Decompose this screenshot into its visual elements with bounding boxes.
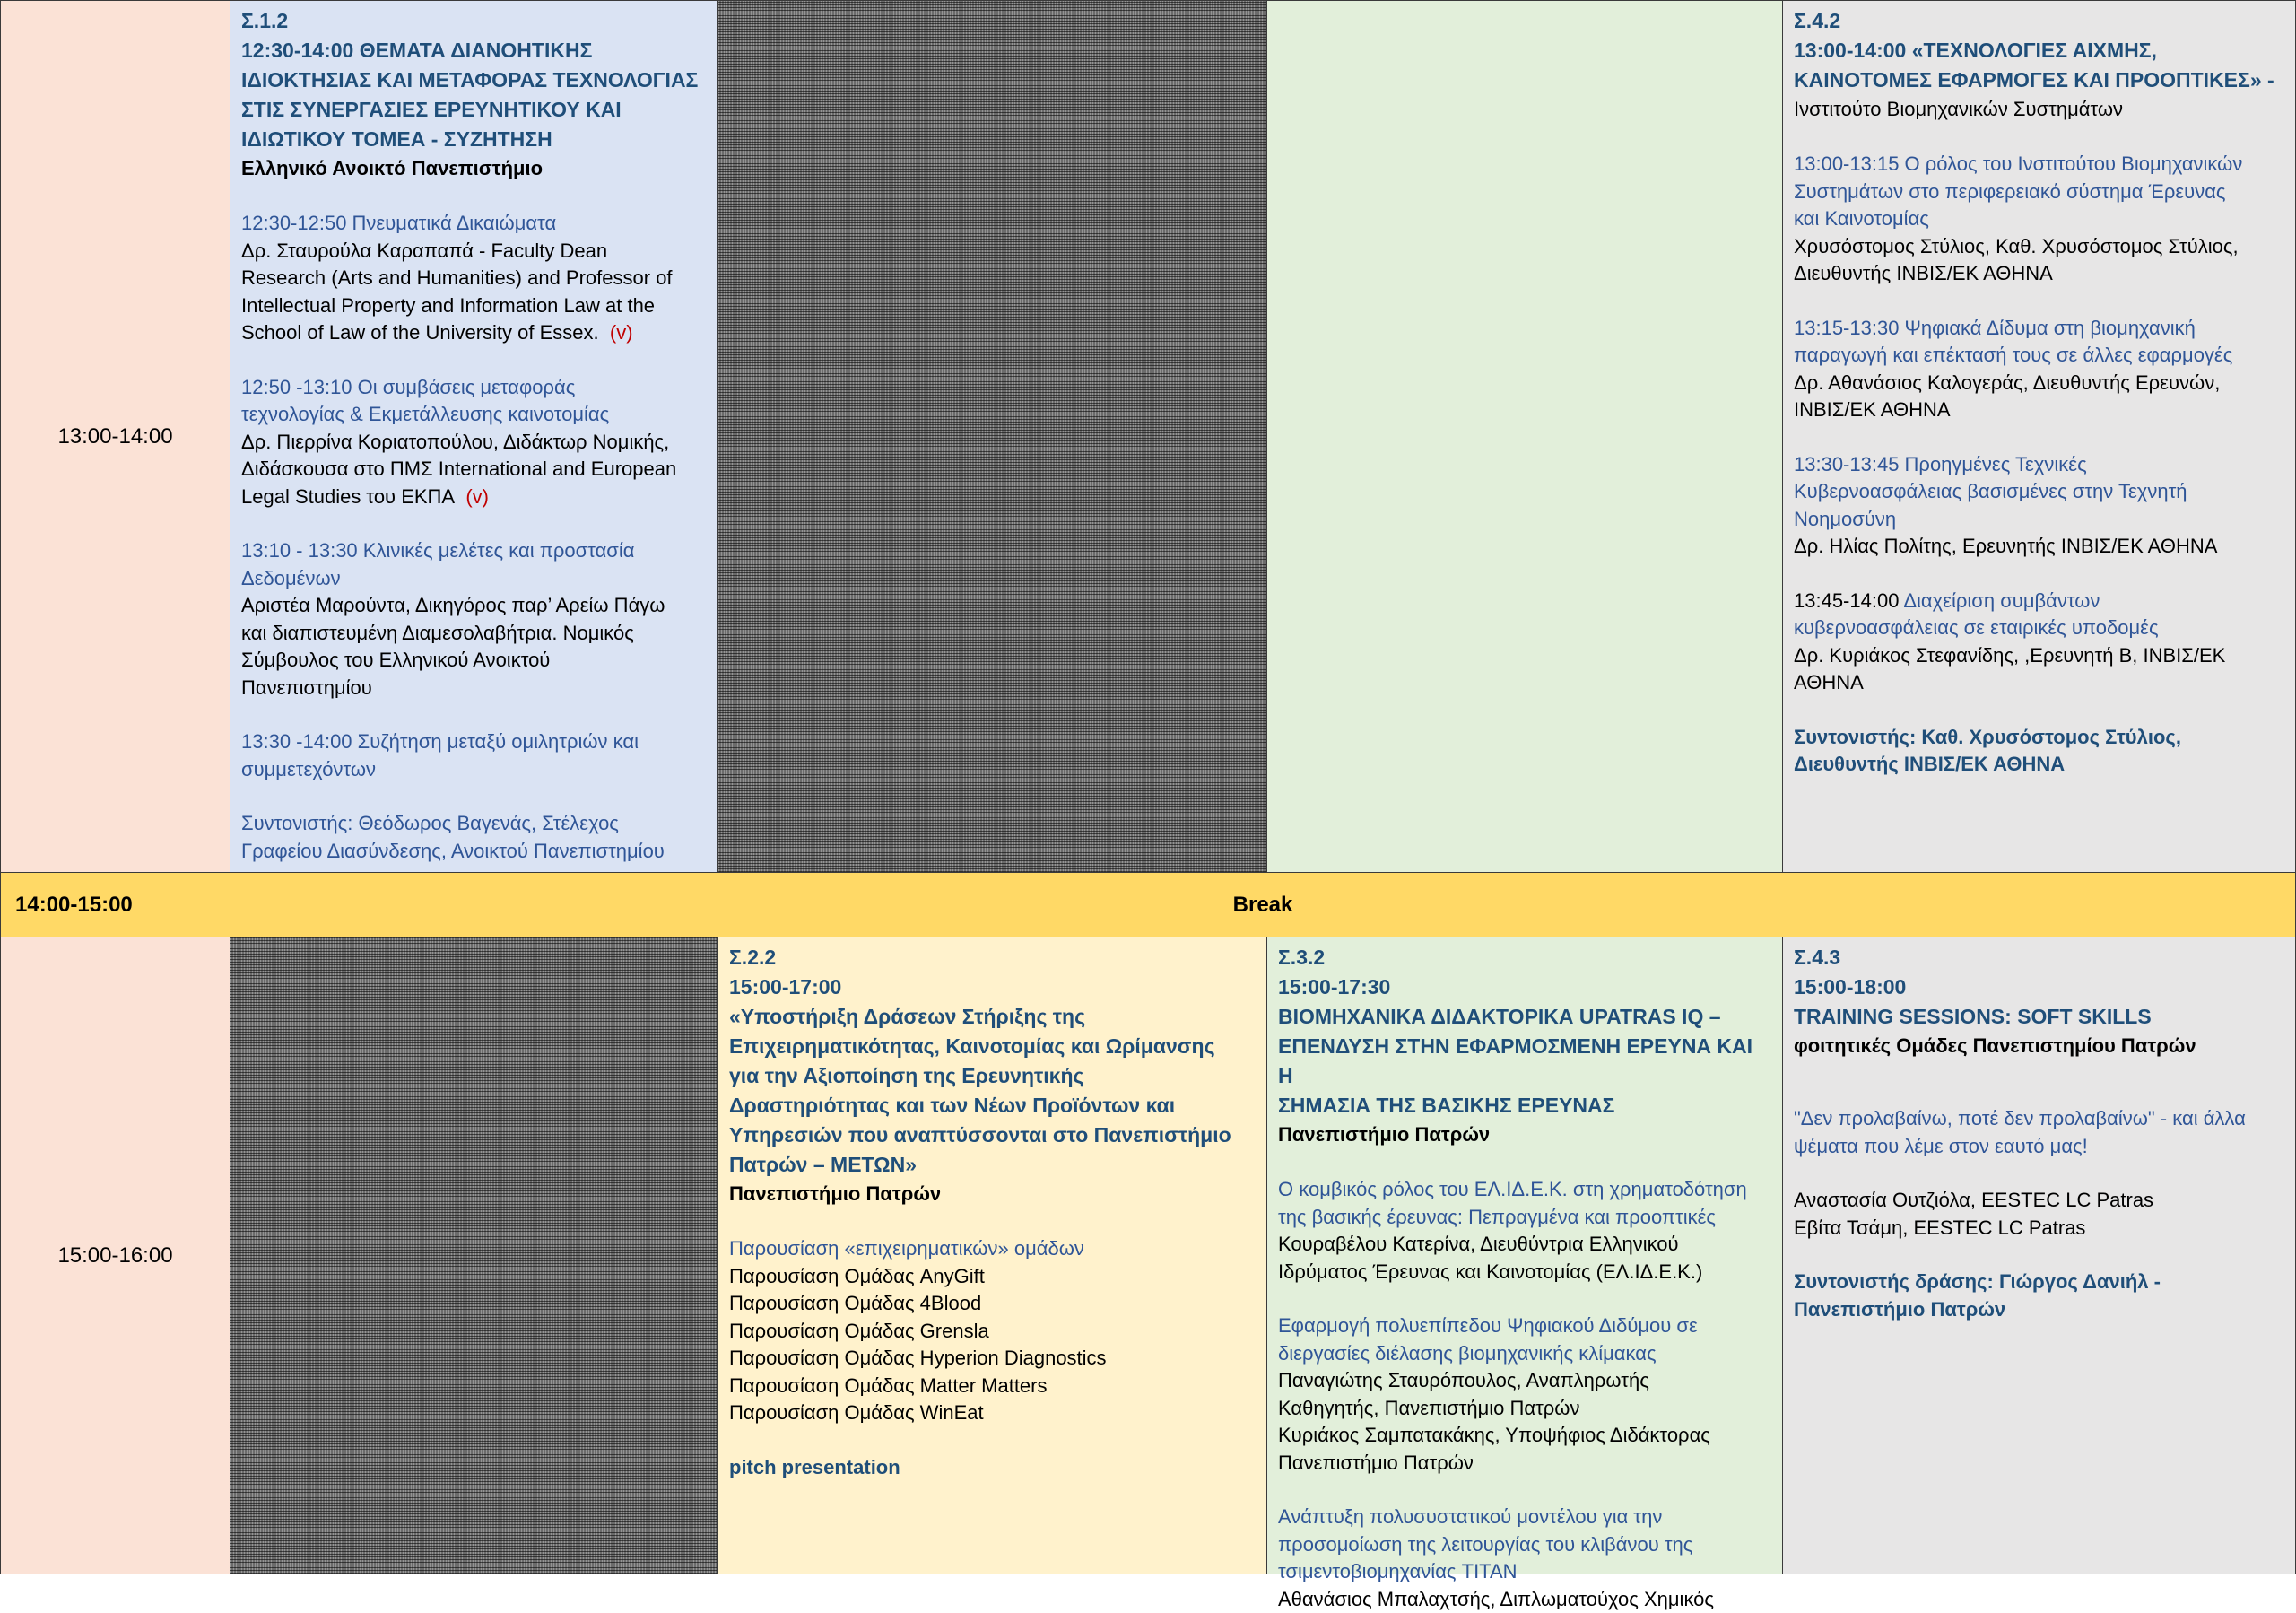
- talk-title: "Δεν προλαβαίνω, ποτέ δεν προλαβαίνω" - και άλλα: [1794, 1105, 2284, 1133]
- talk-title: Ανάπτυξη πολυσυστατικού μοντέλου για την: [1278, 1504, 1771, 1531]
- talk-text: Διαχείριση συμβάντων: [1903, 589, 2100, 612]
- speaker-line: Αθανάσιος Μπαλαχτσής, Διπλωματούχος Χημικός: [1278, 1586, 1771, 1613]
- talk-title: 12:50 -13:10 Οι συμβάσεις μεταφοράς: [241, 374, 707, 402]
- talk-title: Συστημάτων στο περιφερειακό σύστημα Έρευνας: [1794, 179, 2284, 206]
- session-code: Σ.2.2: [729, 943, 1256, 972]
- team-item: Παρουσίαση Ομάδας WinEat: [729, 1399, 1256, 1427]
- session-code: Σ.1.2: [241, 6, 707, 36]
- speaker-line: Διδάσκουσα στο ΠΜΣ International and European: [241, 456, 707, 484]
- speaker-line: Ιδρύματος Έρευνας και Καινοτομίας (ΕΛ.ΙΔ.Ε.Κ.): [1278, 1259, 1771, 1286]
- session-time: 15:00-18:00: [1794, 972, 2284, 1002]
- talk-title: παραγωγή και επέκτασή τους σε άλλες εφαρμογές: [1794, 342, 2284, 370]
- talk-title: 13:00-13:15 Ο ρόλος του Ινστιτούτου Βιομηχανικών: [1794, 151, 2284, 179]
- session-s43-cell: [1782, 937, 2296, 1574]
- empty-hatched-cell: [230, 937, 718, 1574]
- moderator-line: Πανεπιστήμιο Πατρών: [1794, 1296, 2284, 1324]
- talk-title: κυβερνοασφάλειας σε εταιρικές υποδομές: [1794, 615, 2284, 642]
- team-item: Παρουσίαση Ομάδας 4Blood: [729, 1290, 1256, 1318]
- talk-title: [1794, 588, 2284, 615]
- speaker-line: Δρ. Κυριάκος Στεφανίδης, ,Ερευνητή Β, ΙΝΒΙΣ/ΕΚ: [1794, 642, 2284, 670]
- session-title-line: ΣΤΙΣ ΣΥΝΕΡΓΑΣΙΕΣ ΕΡΕΥΝΗΤΙΚΟΥ ΚΑΙ: [241, 95, 707, 125]
- talk-title: ψέματα που λέμε στον εαυτό μας!: [1794, 1133, 2284, 1161]
- pitch-label: pitch presentation: [729, 1454, 1256, 1482]
- moderator-line: Συντονιστής δράσης: Γιώργος Δανιήλ -: [1794, 1269, 2284, 1296]
- session-organizer: Ελληνικό Ανοικτό Πανεπιστήμιο: [241, 154, 707, 183]
- session-title-line: 12:30-14:00 ΘΕΜΑΤΑ ΔΙΑΝΟΗΤΙΚΗΣ: [241, 36, 707, 65]
- session-title-line: Πατρών – ΜΕΤΩΝ»: [729, 1150, 1256, 1180]
- time-cell-row1: [0, 0, 230, 873]
- moderator-line: Συντονιστής: Θεόδωρος Βαγενάς, Στέλεχος: [241, 810, 707, 838]
- session-title-line: ΚΑΙΝΟΤΟΜΕΣ ΕΦΑΡΜΟΓΕΣ ΚΑΙ ΠΡΟΟΠΤΙΚΕΣ» -: [1794, 65, 2284, 95]
- speaker-line: Χρυσόστομος Στύλιος, Καθ. Χρυσόστομος Στύλιος,: [1794, 233, 2284, 261]
- talk-title: Κυβερνοασφάλειας βασισμένες στην Τεχνητή: [1794, 478, 2284, 506]
- time-label: 14:00-15:00: [15, 893, 133, 918]
- talk-title: 13:10 - 13:30 Κλινικές μελέτες και προστασία: [241, 537, 707, 565]
- talk-title: προσομοίωση της λειτουργίας του κλιβάνου της: [1278, 1531, 1771, 1559]
- empty-green-cell: [1266, 0, 1783, 873]
- talk-title: Νοημοσύνη: [1794, 506, 2284, 534]
- session-s22-cell: [718, 937, 1267, 1574]
- talk-title: Παρουσίαση «επιχειρηματικών» ομάδων: [729, 1235, 1256, 1263]
- speaker-line: Πανεπιστήμιο Πατρών: [1278, 1450, 1771, 1478]
- speaker-line: Δρ. Αθανάσιος Καλογεράς, Διευθυντής Ερευνών,: [1794, 370, 2284, 397]
- session-code: Σ.3.2: [1278, 943, 1771, 972]
- video-mark: (v): [465, 485, 489, 508]
- session-s12-cell: [230, 0, 718, 873]
- speaker-line: [241, 319, 707, 347]
- speaker-line: και διαπιστευμένη Διαμεσολαβήτρια. Νομικός: [241, 620, 707, 648]
- moderator-line: Γραφείου Διασύνδεσης, Ανοικτού Πανεπιστημίου: [241, 838, 707, 866]
- talk-title: Εφαρμογή πολυεπίπεδου Ψηφιακού Διδύμου σε: [1278, 1312, 1771, 1340]
- speaker-line: Δρ. Ηλίας Πολίτης, Ερευνητής ΙΝΒΙΣ/ΕΚ ΑΘΗΝΑ: [1794, 533, 2284, 561]
- session-s43: [1783, 937, 2295, 1323]
- session-title-line: «Υποστήριξη Δράσεων Στήριξης της: [729, 1002, 1256, 1032]
- session-organizer: Πανεπιστήμιο Πατρών: [729, 1180, 1256, 1208]
- session-title-line: 13:00-14:00 «ΤΕΧΝΟΛΟΓΙΕΣ ΑΙΧΜΗΣ,: [1794, 36, 2284, 65]
- session-title-line: ΒΙΟΜΗΧΑΝΙΚΑ ΔΙΔΑΚΤΟΡΙΚΑ UPATRAS IQ –: [1278, 1002, 1771, 1032]
- session-organizer: φοιτητικές Ομάδες Πανεπιστημίου Πατρών: [1794, 1032, 2284, 1060]
- speaker-line: Πανεπιστημίου: [241, 675, 707, 702]
- team-item: Παρουσίαση Ομάδας AnyGift: [729, 1263, 1256, 1291]
- moderator-line: Συντονιστής: Καθ. Χρυσόστομος Στύλιος,: [1794, 724, 2284, 752]
- session-title-line: ΣΗΜΑΣΙΑ ΤΗΣ ΒΑΣΙΚΗΣ ΕΡΕΥΝΑΣ: [1278, 1091, 1771, 1120]
- speaker-line: ΙΝΒΙΣ/ΕΚ ΑΘΗΝΑ: [1794, 397, 2284, 424]
- video-mark: (v): [610, 321, 633, 344]
- talk-title: διεργασίες διέλασης βιομηχανικής κλίμακας: [1278, 1340, 1771, 1368]
- speaker-line: [241, 484, 707, 511]
- session-title-line: Επιχειρηματικότητας, Καινοτομίας και Ωρίμανσης: [729, 1032, 1256, 1061]
- talk-title: 13:15-13:30 Ψηφιακά Δίδυμα στη βιομηχανική: [1794, 315, 2284, 343]
- speaker-line: Intellectual Property and Information Law at the: [241, 292, 707, 320]
- talk-title: και Καινοτομίας: [1794, 205, 2284, 233]
- speaker-line: Δρ. Σταυρούλα Καραπαπά - Faculty Dean: [241, 238, 707, 266]
- session-title-line: Υπηρεσιών που αναπτύσσονται στο Πανεπιστήμιο: [729, 1120, 1256, 1150]
- break-label: Break: [1233, 893, 1293, 918]
- speaker-line: Κουραβέλου Κατερίνα, Διευθύντρια Ελληνικού: [1278, 1231, 1771, 1259]
- talk-title: Ο κομβικός ρόλος του ΕΛ.ΙΔ.Ε.Κ. στη χρηματοδότηση: [1278, 1176, 1771, 1204]
- session-time: 15:00-17:30: [1278, 972, 1771, 1002]
- talk-title: Δεδομένων: [241, 565, 707, 593]
- session-s22: [718, 937, 1266, 1481]
- session-title-line: για την Αξιοποίηση της Ερευνητικής: [729, 1061, 1256, 1091]
- session-title-line: TRAINING SESSIONS: SOFT SKILLS: [1794, 1002, 2284, 1032]
- talk-time: 13:45-14:00: [1794, 589, 1899, 612]
- session-organizer: Πανεπιστήμιο Πατρών: [1278, 1120, 1771, 1149]
- session-s12: [230, 1, 718, 865]
- session-title-line: ΕΠΕΝΔΥΣΗ ΣΤΗΝ ΕΦΑΡΜΟΣΜΕΝΗ ΕΡΕΥΝΑ ΚΑΙ Η: [1278, 1032, 1771, 1091]
- speaker-line: Σύμβουλος του Ελληνικού Ανοικτού: [241, 647, 707, 675]
- session-time: 15:00-17:00: [729, 972, 1256, 1002]
- speaker-text: School of Law of the University of Essex.: [241, 321, 599, 344]
- session-s32-cell: [1266, 937, 1783, 1574]
- speaker-line: Αριστέα Μαρούντα, Δικηγόρος παρ’ Αρείω Πάγω: [241, 592, 707, 620]
- talk-title: τσιμεντοβιομηχανίας TITAN: [1278, 1558, 1771, 1586]
- speaker-line: ΑΘΗΝΑ: [1794, 669, 2284, 697]
- talk-title: 13:30-13:45 Προηγμένες Τεχνικές: [1794, 451, 2284, 479]
- session-title-line: ΙΔΙΟΚΤΗΣΙΑΣ ΚΑΙ ΜΕΤΑΦΟΡΑΣ ΤΕΧΝΟΛΟΓΙΑΣ: [241, 65, 707, 95]
- session-s42-cell: [1782, 0, 2296, 873]
- session-title-line: Δραστηριότητας και των Νέων Προϊόντων και: [729, 1091, 1256, 1120]
- speaker-line: Εβίτα Τσάμη, EESTEC LC Patras: [1794, 1215, 2284, 1242]
- session-title-line: ΙΔΙΩΤΙΚΟΥ ΤΟΜΕΑ - ΣΥΖΗΤΗΣΗ: [241, 125, 707, 154]
- team-item: Παρουσίαση Ομάδας Matter Matters: [729, 1373, 1256, 1400]
- moderator-line: Διευθυντής ΙΝΒΙΣ/ΕΚ ΑΘΗΝΑ: [1794, 751, 2284, 779]
- break-cell: [230, 872, 2296, 937]
- time-cell-row3: [0, 937, 230, 1574]
- team-item: Παρουσίαση Ομάδας Grensla: [729, 1318, 1256, 1346]
- time-cell-break: [0, 872, 230, 937]
- session-s42: [1783, 1, 2295, 779]
- speaker-line: Παναγιώτης Σταυρόπουλος, Αναπληρωτής: [1278, 1367, 1771, 1395]
- speaker-line: Καθηγητής, Πανεπιστήμιο Πατρών: [1278, 1395, 1771, 1423]
- session-code: Σ.4.2: [1794, 6, 2284, 36]
- talk-title: 12:30-12:50 Πνευματικά Δικαιώματα: [241, 210, 707, 238]
- talk-title: συμμετεχόντων: [241, 756, 707, 784]
- talk-title: της βασικής έρευνας: Πεπραγμένα και προοπτικές: [1278, 1204, 1771, 1232]
- session-organizer: Ινστιτούτο Βιομηχανικών Συστημάτων: [1794, 95, 2284, 124]
- speaker-line: Research (Arts and Humanities) and Professor of: [241, 265, 707, 292]
- session-code: Σ.4.3: [1794, 943, 2284, 972]
- time-label: 13:00-14:00: [57, 424, 172, 449]
- talk-title: 13:30 -14:00 Συζήτηση μεταξύ ομιλητριών και: [241, 728, 707, 756]
- speaker-line: Δρ. Πιερρίνα Κοριατοπούλου, Διδάκτωρ Νομικής,: [241, 429, 707, 457]
- speaker-text: Legal Studies του ΕΚΠΑ: [241, 485, 455, 508]
- time-label: 15:00-16:00: [57, 1243, 172, 1269]
- speaker-line: Κυριάκος Σαμπατακάκης, Υποψήφιος Διδάκτορας: [1278, 1422, 1771, 1450]
- talk-title: τεχνολογίας & Εκμετάλλευσης καινοτομίας: [241, 401, 707, 429]
- team-item: Παρουσίαση Ομάδας Hyperion Diagnostics: [729, 1345, 1256, 1373]
- empty-hatched-cell: [718, 0, 1267, 873]
- speaker-line: Διευθυντής ΙΝΒΙΣ/ΕΚ ΑΘΗΝΑ: [1794, 260, 2284, 288]
- session-s32: [1267, 937, 1782, 1613]
- speaker-line: Αναστασία Ουτζιόλα, EESTEC LC Patras: [1794, 1187, 2284, 1215]
